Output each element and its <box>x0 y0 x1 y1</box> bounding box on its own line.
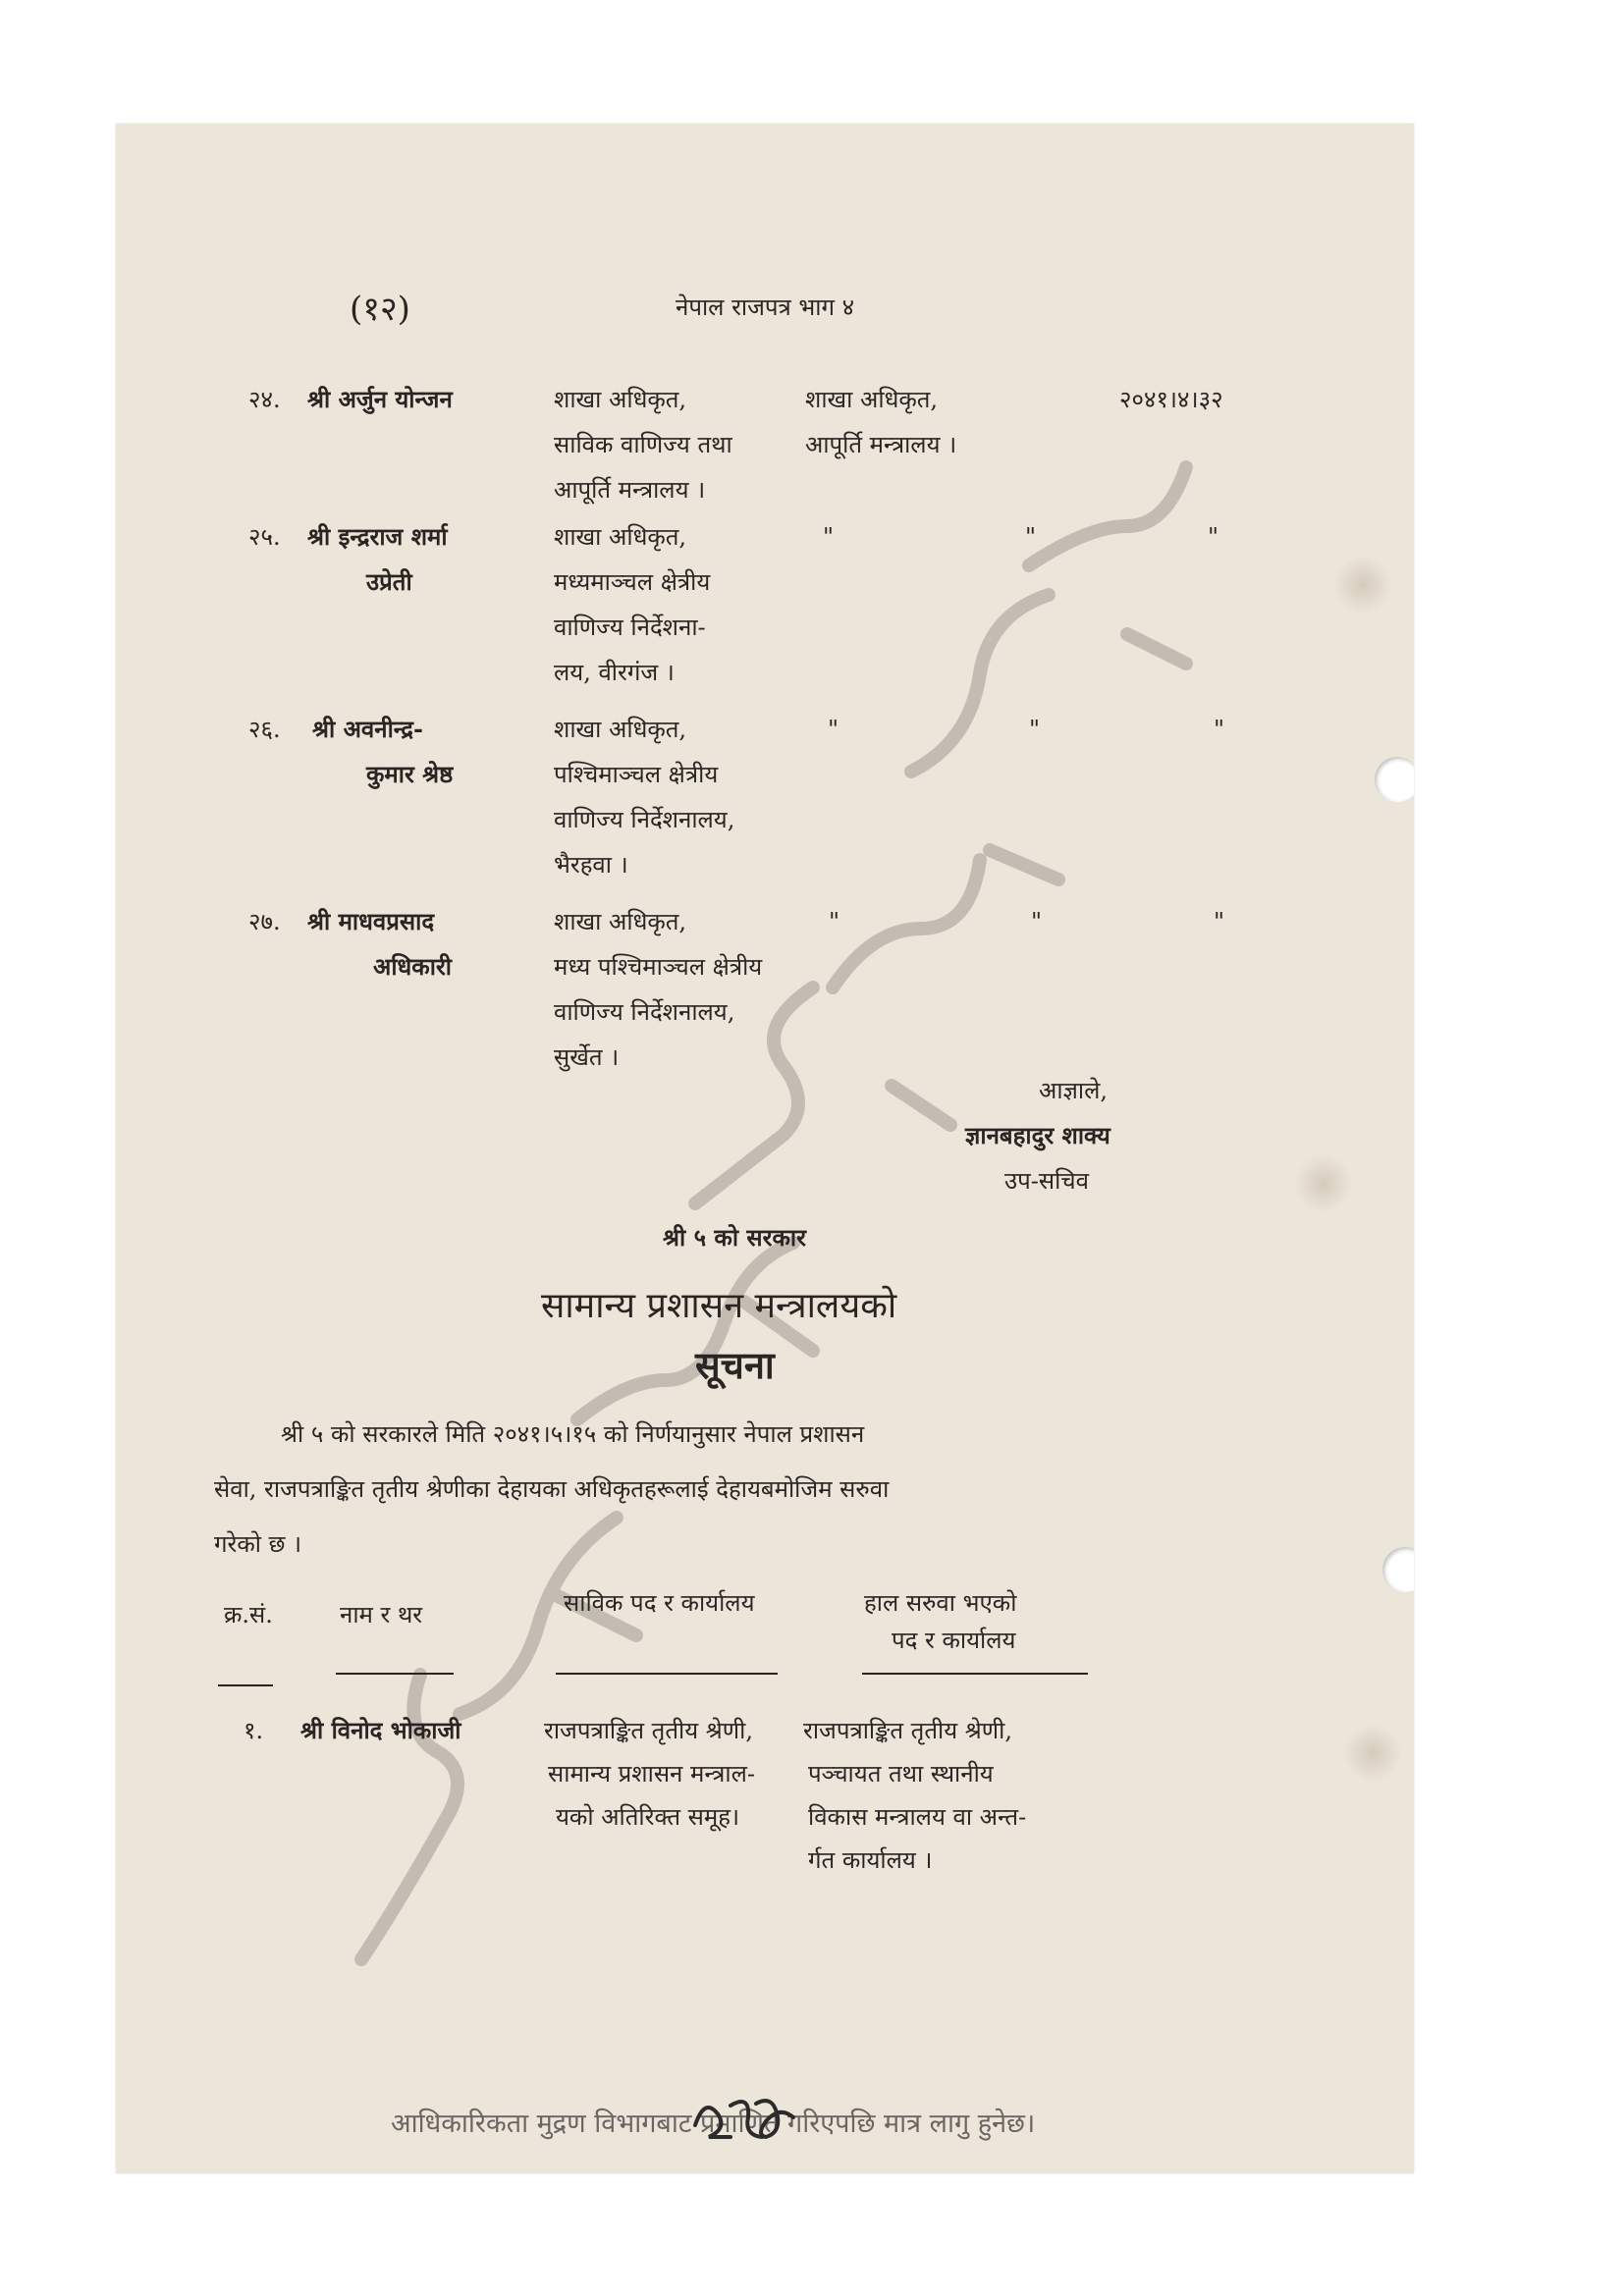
entry-from-line: मध्यमाञ्चल क्षेत्रीय <box>554 568 711 596</box>
entry-from-line: सुर्खेत । <box>554 1043 620 1071</box>
entry-from-line: शाखा अधिकृत, <box>554 523 687 551</box>
notice-title: सूचना <box>695 1343 775 1387</box>
ditto-mark: " <box>828 716 839 743</box>
header-rule <box>218 1684 273 1686</box>
certification-note: आधिकारिकता मुद्रण विभागबाट प्रमाणित गरिएपछि मात्र लागु हुनेछ। <box>391 2109 1036 2139</box>
paper-smudge <box>1333 556 1392 614</box>
entry-name-line: श्री अवनीन्द्र- <box>312 715 423 743</box>
row-name: श्री विनोद भोकाजी <box>300 1716 461 1744</box>
row-new-post-line: र्गत कार्यालय । <box>808 1846 933 1874</box>
handwritten-number-mark <box>687 2086 805 2149</box>
row-new-post-line: पञ्चायत तथा स्थानीय <box>808 1760 994 1788</box>
row-serial: १. <box>244 1717 264 1744</box>
ditto-mark: " <box>1214 716 1225 743</box>
ditto-mark: " <box>823 523 835 551</box>
entry-serial: २४. <box>248 386 281 413</box>
entry-from-line: शाखा अधिकृत, <box>554 908 687 935</box>
column-header-new-post: हाल सरुवा भएको <box>864 1589 1017 1617</box>
punch-hole <box>1382 1547 1414 1592</box>
header-rule <box>556 1673 778 1675</box>
entry-from-line: शाखा अधिकृत, <box>554 386 687 413</box>
signature-order-line: आज्ञाले, <box>1039 1077 1109 1104</box>
column-header-name: नाम र थर <box>340 1601 423 1629</box>
header-rule <box>336 1673 454 1675</box>
notice-issuer: श्री ५ को सरकार <box>663 1223 806 1252</box>
entry-name-line: श्री इन्द्रराज शर्मा <box>307 522 448 551</box>
ditto-mark: " <box>1029 716 1041 743</box>
ditto-mark: " <box>829 908 840 935</box>
row-old-post-line: यको अतिरिक्त समूह। <box>556 1803 740 1831</box>
entry-to-line: शाखा अधिकृत, <box>805 386 939 413</box>
entry-serial: २७. <box>248 908 281 935</box>
notice-ministry: सामान्य प्रशासन मन्त्रालयको <box>541 1286 897 1326</box>
entry-name-line: उप्रेती <box>366 567 412 596</box>
entry-name-line: अधिकारी <box>373 952 452 981</box>
column-header-serial: क्र.सं. <box>224 1601 273 1629</box>
row-new-post-line: विकास मन्त्रालय वा अन्त- <box>808 1803 1027 1831</box>
entry-date: २०४१।४।३२ <box>1119 386 1223 413</box>
ditto-mark: " <box>1031 908 1043 935</box>
entry-from-line: लय, वीरगंज । <box>554 659 675 686</box>
signatory-title: उप-सचिव <box>1004 1167 1089 1195</box>
entry-to-line: आपूर्ति मन्त्रालय । <box>805 431 957 458</box>
signatory-name: ज्ञानबहादुर शाक्य <box>965 1121 1110 1149</box>
paper-smudge <box>1343 1724 1402 1783</box>
entry-from-line: वाणिज्य निर्देशनालय, <box>554 998 735 1026</box>
paper-smudge <box>1294 1154 1353 1213</box>
row-old-post-line: राजपत्राङ्कित तृतीय श्रेणी, <box>544 1717 753 1744</box>
entry-from-line: मध्य पश्चिमाञ्चल क्षेत्रीय <box>554 953 763 981</box>
header-rule <box>862 1673 1088 1675</box>
gazette-page <box>116 124 1414 2173</box>
page-number: (१२) <box>350 290 410 329</box>
column-header-old-post: साविक पद र कार्यालय <box>564 1589 755 1617</box>
ditto-mark: " <box>1208 523 1219 551</box>
notice-body-line: सेवा, राजपत्राङ्कित तृतीय श्रेणीका देहायका अधिकृतहरूलाई देहायबमोजिम सरुवा <box>214 1475 890 1503</box>
entry-from-line: पश्चिमाञ्चल क्षेत्रीय <box>554 761 719 788</box>
ditto-mark: " <box>1025 523 1037 551</box>
running-header: नेपाल राजपत्र भाग ४ <box>676 294 855 321</box>
entry-from-line: शाखा अधिकृत, <box>554 716 687 743</box>
entry-from-line: भैरहवा । <box>554 851 628 879</box>
entry-serial: २५. <box>248 523 281 551</box>
ditto-mark: " <box>1214 908 1225 935</box>
row-old-post-line: सामान्य प्रशासन मन्त्राल- <box>548 1760 755 1788</box>
entry-from-line: साविक वाणिज्य तथा <box>554 431 732 458</box>
entry-serial: २६. <box>248 716 281 743</box>
entry-from-line: वाणिज्य निर्देशनालय, <box>554 806 735 833</box>
entry-from-line: आपूर्ति मन्त्रालय । <box>554 476 706 504</box>
entry-name-line: श्री माधवप्रसाद <box>307 907 435 935</box>
notice-body-line: श्री ५ को सरकारले मिति २०४१।५।१५ को निर्णयानुसार नेपाल प्रशासन <box>281 1420 865 1448</box>
row-new-post-line: राजपत्राङ्कित तृतीय श्रेणी, <box>803 1717 1012 1744</box>
punch-hole <box>1375 757 1414 802</box>
notice-body-line: गरेको छ । <box>214 1530 302 1558</box>
entry-from-line: वाणिज्य निर्देशना- <box>554 614 706 641</box>
column-header-new-post: पद र कार्यालय <box>892 1627 1016 1654</box>
entry-name-line: श्री अर्जुन योन्जन <box>307 385 453 413</box>
entry-name-line: कुमार श्रेष्ठ <box>366 760 454 788</box>
